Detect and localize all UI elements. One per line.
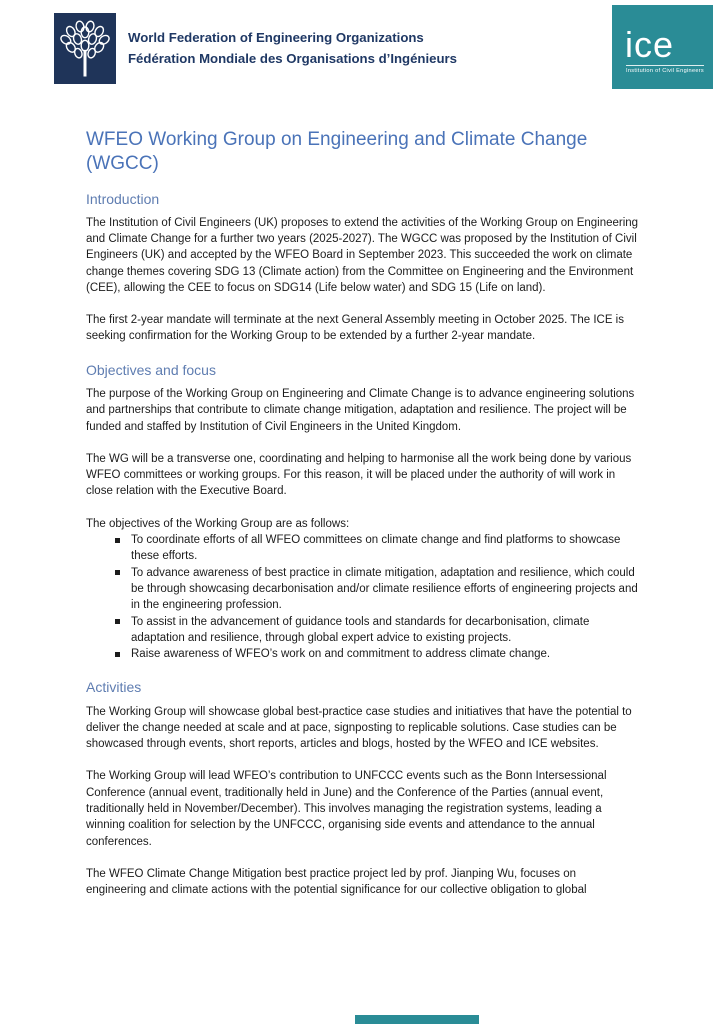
activities-paragraph-2: The Working Group will lead WFEO’s contribution to UNFCCC events such as the Bonn Intersessional Conference (annual event, traditionally held in June) and the Conference of the Parties (annual event, traditionally held in November/December). This involves managing the registration systems, leading a winning coalition for selection by the UNFCCC, organising side events and attendance to the annual conferences. (86, 770, 607, 848)
page-header (0, 0, 724, 95)
activities-paragraph-3: The WFEO Climate Change Mitigation best practice project led by prof. Jianping Wu, focuses on engineering and climate actions with the potential significance for our collective obligation to global (86, 867, 587, 897)
list-item (115, 614, 639, 647)
wfeo-logo (54, 13, 457, 84)
list-item-text: To assist in the advancement of guidance tools and standards for decarbonisation, climate adaptation and resilience, through global expert advice to existing projects. (131, 615, 590, 644)
document-content (86, 128, 639, 915)
square-bullet-icon (115, 538, 120, 543)
list-item (115, 532, 639, 565)
wfeo-tree-icon (54, 13, 116, 84)
objectives-paragraph-1: The purpose of the Working Group on Engineering and Climate Change is to advance engineering solutions and partnerships that contribute to climate change mitigation, adaptation and resilience. The project will be funded and staffed by Institution of Civil Engineers in the United Kingdom. (86, 387, 635, 433)
intro-paragraph-2: The first 2-year mandate will terminate at the next General Assembly meeting in October 2025. The ICE is seeking confirmation for the Working Group to be extended by a further 2-year mandate. (86, 314, 624, 343)
objectives-paragraph-2: The WG will be a transverse one, coordinating and helping to harmonise all the work being done by various WFEO committees or working groups. For this reason, it will be placed under the authority of will work in close relation with the Executive Board. (86, 452, 632, 498)
wfeo-name-french: Fédération Mondiale des Organisations d’Ingénieurs (128, 50, 458, 66)
wfeo-name-block (128, 28, 457, 69)
page-title: WFEO Working Group on Engineering and Climate Change (WGCC) (86, 129, 588, 174)
square-bullet-icon (115, 619, 120, 624)
section-heading-activities: Activities (86, 679, 142, 696)
list-item-text: To coordinate efforts of all WFEO committees on climate change and find platforms to showcase these efforts. (131, 534, 621, 563)
ice-acronym: ice (625, 24, 675, 65)
list-item (115, 565, 639, 614)
objectives-lead-in: The objectives of the Working Group are as follows: (86, 517, 350, 530)
objectives-bullet-list (86, 532, 639, 662)
ice-caption: Institution of Civil Engineers (626, 65, 704, 74)
intro-paragraph-1: The Institution of Civil Engineers (UK) proposes to extend the activities of the Working Group on Engineering and Climate Change for a further two years (2025-2027). The WGCC was proposed by the Institution of Civil Engineers (UK) and accepted by the WFEO Board in September 2023. This succeeded the work on climate change themes covering SDG 13 (Climate action) from the Committee on Engineering and the Environment (CEE), allowing the CEE to focus on SDG14 (Life below water) and SDG 15 (Life on land). (86, 216, 639, 294)
section-heading-objectives: Objectives and focus (86, 361, 216, 378)
square-bullet-icon (115, 570, 120, 575)
list-item-text: To advance awareness of best practice in climate mitigation, adaptation and resilience, which could be through showcasing decarbonisation and/or climate resilience efforts of engineering projects and in the engineering profession. (131, 566, 638, 612)
ice-logo (612, 5, 713, 89)
activities-paragraph-1: The Working Group will showcase global best-practice case studies and initiatives that have the potential to deliver the change needed at scale and at pace, signposting to replicable solutions. Case studies can be showcased through events, short reports, articles and blogs, hosted by the WFEO and ICE websites. (86, 705, 632, 751)
list-item (115, 646, 639, 662)
list-item-text: Raise awareness of WFEO’s work on and commitment to address climate change. (131, 648, 551, 661)
square-bullet-icon (115, 652, 120, 657)
wfeo-name-english: World Federation of Engineering Organizations (128, 30, 424, 46)
section-heading-introduction: Introduction (86, 190, 160, 207)
page-bottom-accent-bar (355, 1015, 479, 1024)
